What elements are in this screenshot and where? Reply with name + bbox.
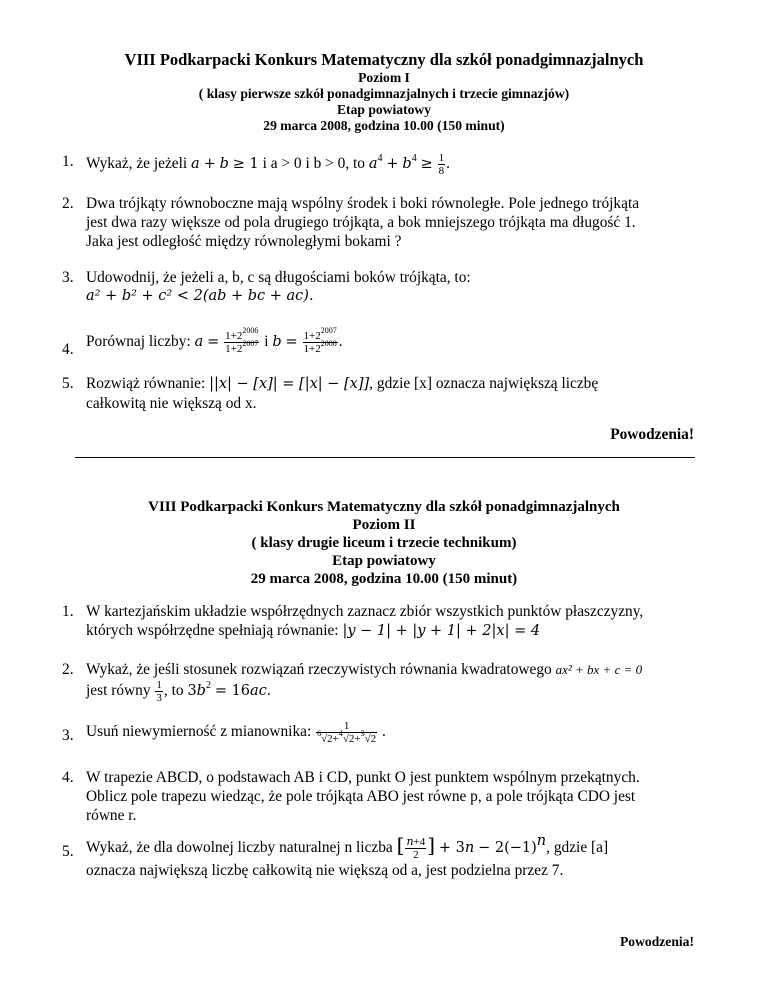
task-text: Oblicz pole trapezu wiedząc, że pole trójkąta ABO jest równe p, a pole trójkąta CDO jest xyxy=(86,788,636,805)
task-text: i a > 0 i b > 0, to xyxy=(262,155,366,173)
task-number: 2. xyxy=(62,661,74,678)
fraction-n-plus-4: $\frac{n+4}{2}$ xyxy=(406,835,426,861)
contest-title: VIII Podkarpacki Konkurs Matematyczny dla szkół ponadgimnazjalnych xyxy=(124,50,644,69)
level-label: Poziom I xyxy=(358,70,410,85)
good-luck-1: Powodzenia! xyxy=(610,426,694,443)
task-1-2 xyxy=(62,194,722,251)
good-luck-2: Powodzenia! xyxy=(619,934,694,949)
task-text: Dwa trójkąty równoboczne mają wspólny środek i boki równoległe. Pole jednego trójkąta xyxy=(86,195,640,212)
header-level-2 xyxy=(0,498,768,588)
task-2-4 xyxy=(62,768,722,825)
quadratic-equation: ax² + bx + c = 0 xyxy=(555,662,643,677)
task-text: W trapezie ABCD, o podstawach AB i CD, punkt O jest punktem wspólnym przekątnych. xyxy=(86,769,640,786)
task-text: równe r. xyxy=(86,807,137,824)
task-2-5: 5. Wykaż, że dla dowolnej liczby naturalnej n liczba [ $\frac{n+4}{2}$ ] + $3n - 2(-1)^n$, gdzie [a] oznacza największą liczbę całkowitą nie większą od a, jest podzielna przez 7. xyxy=(62,836,722,880)
task-text: całkowitą nie większą od x. xyxy=(86,395,257,412)
task-number: 5. xyxy=(62,375,74,392)
task-formula: a² + b² + c² < 2(ab + bc + ac). xyxy=(86,288,314,304)
stage-label: Etap powiatowy xyxy=(332,553,436,569)
header-level-1 xyxy=(0,50,768,134)
task-number: 4. xyxy=(62,341,74,358)
fraction-a: $\frac{1+2^{2006}}{1+2^{2007}}$ xyxy=(225,326,259,355)
task-2-2: 2. Wykaż, że jeśli stosunek rozwiązań rzeczywistych równania kwadratowego ax² + bx + c = 0 jest równy $\frac{1}{3}$ , to $3b^2 = 16ac$. xyxy=(62,661,643,704)
task-2-3: 3. Usuń niewymierność z mianownika: $\frac{1}{^6√2+^4√2+^3√2}$ . xyxy=(62,720,386,745)
date-label: 29 marca 2008, godzina 10.00 (150 minut) xyxy=(263,118,505,133)
task-text: Wykaż, że jeśli stosunek rozwiązań rzeczywistych równania kwadratowego xyxy=(86,661,552,678)
classes-label: ( klasy drugie liceum i trzecie technikum) xyxy=(251,535,517,551)
section-divider xyxy=(75,457,695,458)
contest-title: VIII Podkarpacki Konkurs Matematyczny dla szkół ponadgimnazjalnych xyxy=(148,499,620,515)
task-1-5: 5. Rozwiąż równanie: ||x| − [x]| = [|x| − [x]], gdzie [x] oznacza największą liczbę całkowitą nie większą od x. xyxy=(62,374,722,413)
date-label: 29 marca 2008, godzina 10.00 (150 minut) xyxy=(250,571,518,587)
task-number: 1. xyxy=(62,603,74,620)
fraction-one-third: $\frac{1}{3}$ xyxy=(156,679,162,704)
task-number: 4. xyxy=(62,769,74,786)
task-1-3 xyxy=(62,268,722,306)
fraction-b: $\frac{1+2^{2007}}{1+2^{2008}}$ xyxy=(303,326,337,355)
task-1-4: 4. Porównaj liczby: a = $\frac{1+2^{2006}}{1+2^{2007}}$ i b = $\frac{1+2^{2007}}{1+2^{2008}}$ . xyxy=(62,326,343,358)
task-text: Rozwiąż równanie: xyxy=(86,375,206,392)
task-number: 5. xyxy=(62,843,74,860)
task-text: Wykaż, że dla dowolnej liczby naturalnej n liczba xyxy=(86,839,393,857)
task-number: 3. xyxy=(62,269,74,286)
task-text: W kartezjańskim układzie współrzędnych zaznacz zbiór wszystkich punktów płaszczyzny, xyxy=(86,603,644,620)
task-text: oznacza największą liczbę całkowitą nie większą od a, jest podzielna przez 7. xyxy=(86,862,564,879)
task-text: , gdzie [x] oznacza największą liczbę xyxy=(369,375,599,392)
task-text: , gdzie [a] xyxy=(546,839,609,857)
task-2-1 xyxy=(62,602,722,641)
fraction-radicals: $\frac{1}{^6√2+^4√2+^3√2}$ xyxy=(317,720,377,745)
task-formula: |y − 1| + |y + 1| + 2|x| = 4 xyxy=(342,623,541,639)
fraction-one-eighth: $\frac{1}{8}$ xyxy=(438,152,445,177)
task-text: i xyxy=(264,333,269,351)
task-text: Usuń niewymierność z mianownika: xyxy=(86,723,312,741)
task-number: 2. xyxy=(62,195,74,212)
task-text: Porównaj liczby: xyxy=(86,333,191,351)
classes-label: ( klasy pierwsze szkół ponadgimnazjalnych i trzecie gimnazjów) xyxy=(198,86,570,101)
task-text: których współrzędne spełniają równanie: xyxy=(86,622,339,639)
task-text: , to xyxy=(163,682,184,700)
task-number: 3. xyxy=(62,727,74,744)
task-text: Jaka jest odległość między równoległymi bokami ? xyxy=(86,233,402,250)
task-1-1: 1. Wykaż, że jeżeli a + b ≥ 1 i a > 0 i b > 0, to $a^4 + b^4$ ≥ $\frac{1}{8}$ . xyxy=(62,152,450,177)
level-label: Poziom II xyxy=(352,517,416,533)
task-text: Wykaż, że jeżeli xyxy=(86,155,188,173)
task-text: Udowodnij, że jeżeli a, b, c są długościami boków trójkąta, to: xyxy=(86,269,471,286)
task-number: 1. xyxy=(62,153,74,170)
task-text: jest dwa razy większe od pola drugiego trójkąta, a bok mniejszego trójkąta ma długość 1. xyxy=(86,214,636,231)
task-text: jest równy xyxy=(86,682,151,700)
stage-label: Etap powiatowy xyxy=(336,102,432,117)
